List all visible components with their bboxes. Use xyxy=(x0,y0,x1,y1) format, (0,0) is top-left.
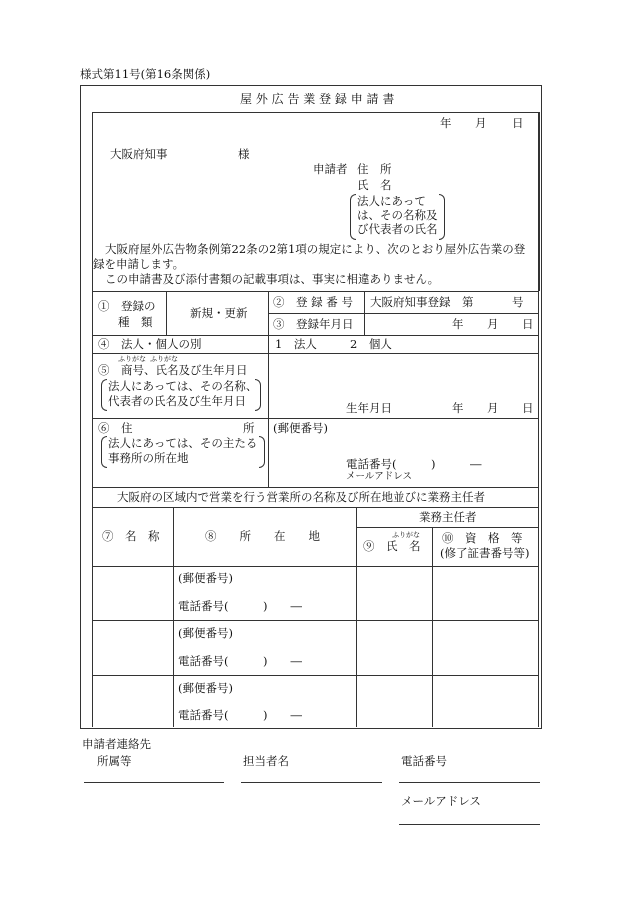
bracket-right xyxy=(439,194,445,240)
office-row-3-phone: 電話番号( ) ― xyxy=(178,708,302,722)
birth-month: 月 xyxy=(487,401,499,415)
reg-date-month: 月 xyxy=(487,317,499,331)
col-qualification-header-2: (修了証書番号等) xyxy=(440,546,530,560)
address-label-2: 所 xyxy=(243,421,255,435)
phone-label: 電話番号( ) ― xyxy=(346,457,482,471)
name-furigana-1: ふりがな xyxy=(118,355,146,363)
corp-type-value-2: 2 個人 xyxy=(350,337,392,351)
contact-title: 申請者連絡先 xyxy=(82,737,151,751)
name-note-2: 代表者の氏名及び生年月日 xyxy=(108,394,246,408)
form-title: 屋 外 広 告 業 登 録 申 請 書 xyxy=(240,92,395,106)
office-row-1-postal: (郵便番号) xyxy=(178,571,233,585)
reg-no-label: ② 登 録 番 号 xyxy=(273,295,353,309)
contact-phone-label: 電話番号 xyxy=(401,754,447,768)
corp-type-label: ④ 法人・個人の別 xyxy=(98,337,202,351)
contact-person-line xyxy=(241,782,382,783)
office-row-1-phone: 電話番号( ) ― xyxy=(178,599,302,613)
bracket-right xyxy=(259,436,265,468)
name-note-1: 法人にあっては、その名称、 xyxy=(108,379,258,393)
col-manager-furigana: ふりがな xyxy=(392,531,420,539)
contact-email-line xyxy=(399,824,540,825)
addressee: 大阪府知事 xyxy=(110,147,168,161)
reg-date-label: ③ 登録年月日 xyxy=(273,317,354,331)
date-month: 月 xyxy=(475,116,487,130)
office-row-2-postal: (郵便番号) xyxy=(178,626,233,640)
body-line-2: 録を申請します。 xyxy=(93,257,185,271)
reg-no-value: 大阪府知事登録 第 xyxy=(370,295,474,309)
office-header: 大阪府の区域内で営業を行う営業所の名称及び所在地並びに業務主任者 xyxy=(117,490,485,504)
office-row-3-postal: (郵便番号) xyxy=(178,681,233,695)
address-label-1: ⑥ 住 xyxy=(98,421,133,435)
contact-person-label: 担当者名 xyxy=(243,754,289,768)
body-line-3: この申請書及び添付書類の記載事項は、事実に相違ありません。 xyxy=(105,272,440,286)
corp-note-3: び代表者の氏名 xyxy=(357,222,438,236)
email-label-small: メールアドレス xyxy=(346,471,413,482)
corp-type-value-1: 1 法人 xyxy=(275,337,317,351)
body-line-1: 大阪府屋外広告物条例第22条の2第1項の規定により、次のとおり屋外広告業の登 xyxy=(105,242,526,256)
birth-label: 生年月日 xyxy=(346,401,392,415)
birth-day: 日 xyxy=(522,401,534,415)
reg-type-label-1: ① 登録の xyxy=(98,299,156,313)
col-manager-header: 業務主任者 xyxy=(419,510,477,524)
contact-phone-line xyxy=(399,782,540,783)
reg-type-label-2: 種 類 xyxy=(118,315,153,329)
bracket-left xyxy=(350,194,356,240)
reg-date-day: 日 xyxy=(522,317,534,331)
corp-note-2: は、その名称及 xyxy=(357,208,438,222)
col-name-header: ⑦ 名 称 xyxy=(102,529,160,543)
addressee-sama: 様 xyxy=(238,147,250,161)
name-label: ⑤ 商号、氏名及び生年月日 xyxy=(98,363,248,377)
address-note-1: 法人にあっては、その主たる xyxy=(108,436,258,450)
date-year: 年 xyxy=(440,116,452,130)
col-manager-name-header: ⑨ 氏 名 xyxy=(363,539,421,553)
birth-year: 年 xyxy=(452,401,464,415)
bracket-left xyxy=(101,436,107,468)
contact-affiliation-label: 所属等 xyxy=(97,754,132,768)
office-row-2-phone: 電話番号( ) ― xyxy=(178,654,302,668)
reg-type-value: 新規・更新 xyxy=(190,306,248,320)
date-day: 日 xyxy=(512,116,524,130)
reg-date-year: 年 xyxy=(452,317,464,331)
corp-note-1: 法人にあって xyxy=(357,194,426,208)
col-qualification-header-1: ⑩ 資 格 等 xyxy=(442,531,523,545)
col-location-header: ⑧ 所 在 地 xyxy=(205,529,320,543)
applicant-address-label: 住 所 xyxy=(357,162,392,176)
bracket-left xyxy=(101,379,107,411)
applicant-name-label: 氏 名 xyxy=(357,178,392,192)
name-furigana-2: ふりがな xyxy=(150,355,178,363)
applicant-label: 申請者 xyxy=(313,162,348,176)
postal-label: (郵便番号) xyxy=(273,421,328,435)
contact-email-label: メールアドレス xyxy=(401,794,481,808)
form-number: 様式第11号(第16条関係) xyxy=(80,67,211,81)
contact-affiliation-line xyxy=(84,782,224,783)
reg-no-suffix: 号 xyxy=(512,295,524,309)
address-note-2: 事務所の所在地 xyxy=(108,451,189,465)
